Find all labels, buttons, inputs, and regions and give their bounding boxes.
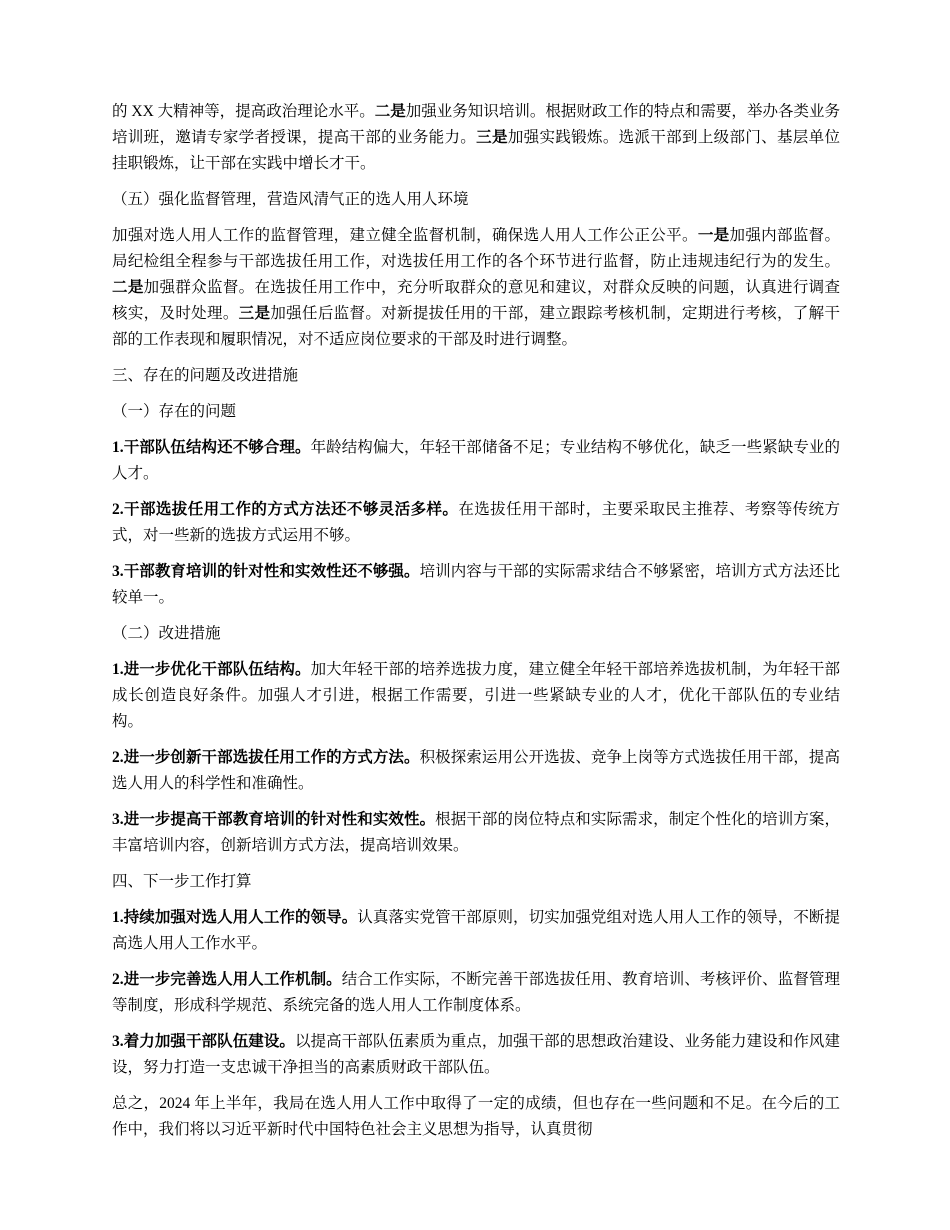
text-run: 加大年轻干部的培养选拔力度，建立健全年轻干部培养选拔机制，为年轻干部成长创造良好条件。加强人才引进，根据工作需要，引进一些紧缺专业的人才，优化干部队伍的专业结构。 [112, 661, 840, 730]
document-body [112, 99, 840, 1143]
text-run: （一）存在的问题 [112, 403, 237, 420]
bold-text-run: 2.进一步创新干部选拔任用工作的方式方法。 [112, 749, 420, 766]
text-run: 培训内容与干部的实际需求结合不够紧密，培训方式方法还比较单一。 [112, 563, 840, 606]
section-heading [112, 869, 840, 895]
text-run: 根据干部的岗位特点和实际需求，制定个性化的培训方案，丰富培训内容，创新培训方式方法，提高培训效果。 [112, 811, 840, 854]
paragraph [112, 745, 840, 797]
paragraph [112, 1091, 840, 1143]
section-heading [112, 621, 840, 647]
bold-text-run: 1.持续加强对选人用人工作的领导。 [112, 909, 358, 926]
text-run: 三、存在的问题及改进措施 [112, 367, 299, 384]
bold-text-run: 2.进一步完善选人用人工作机制。 [112, 971, 342, 988]
bold-text-run: 2.干部选拔任用工作的方式方法还不够灵活多样。 [112, 501, 459, 518]
paragraph [112, 967, 840, 1019]
paragraph [112, 905, 840, 957]
text-run: 加强任后监督。对新提拔任用的干部，建立跟踪考核机制，定期进行考核，了解干部的工作表现和履职情况，对不适应岗位要求的干部及时进行调整。 [112, 305, 840, 348]
bold-text-run: 1.进一步优化干部队伍结构。 [112, 661, 311, 678]
paragraph [112, 657, 840, 735]
bold-text-run: 3.进一步提高干部教育培训的针对性和实效性。 [112, 811, 436, 828]
paragraph [112, 497, 840, 549]
bold-text-run: 3.干部教育培训的针对性和实效性还不够强。 [112, 563, 420, 580]
text-run: 加强内部监督。局纪检组全程参与干部选拔任用工作，对选拔任用工作的各个环节进行监督，防止违规违纪行为的发生。 [112, 227, 840, 270]
text-run: 的 XX 大精神等，提高政治理论水平。 [112, 103, 375, 120]
paragraph [112, 223, 840, 353]
text-run: 加强群众监督。在选拔任用工作中，充分听取群众的意见和建议，对群众反映的问题，认真进行调查核实，及时处理。 [112, 279, 840, 322]
bold-text-run: 二是 [112, 279, 144, 296]
text-run: 总之，2024 年上半年，我局在选人用人工作中取得了一定的成绩，但也存在一些问题和不足。在今后的工作中，我们将以习近平新时代中国特色社会主义思想为指导，认真贯彻 [112, 1095, 840, 1138]
text-run: 积极探索运用公开选拔、竞争上岗等方式选拔任用干部，提高选人用人的科学性和准确性。 [112, 749, 840, 792]
bold-text-run: 三是 [476, 129, 508, 146]
paragraph [112, 807, 840, 859]
text-run: 年龄结构偏大，年轻干部储备不足；专业结构不够优化，缺乏一些紧缺专业的人才。 [112, 439, 840, 482]
text-run: 加强对选人用人工作的监督管理，建立健全监督机制，确保选人用人工作公正公平。 [112, 227, 698, 244]
text-run: 认真落实党管干部原则，切实加强党组对选人用人工作的领导，不断提高选人用人工作水平。 [112, 909, 840, 952]
text-run: 以提高干部队伍素质为重点，加强干部的思想政治建设、业务能力建设和作风建设，努力打造一支忠诚干净担当的高素质财政干部队伍。 [112, 1033, 840, 1076]
text-run: 四、下一步工作打算 [112, 873, 252, 890]
text-run: 在选拔任用干部时，主要采取民主推荐、考察等传统方式，对一些新的选拔方式运用不够。 [112, 501, 840, 544]
paragraph [112, 435, 840, 487]
bold-text-run: 3.着力加强干部队伍建设。 [112, 1033, 295, 1050]
text-run: 加强业务知识培训。根据财政工作的特点和需要，举办各类业务培训班，邀请专家学者授课，提高干部的业务能力。 [112, 103, 840, 146]
text-run: 加强实践锻炼。选派干部到上级部门、基层单位挂职锻炼，让干部在实践中增长才干。 [112, 129, 840, 172]
paragraph [112, 1029, 840, 1081]
section-heading [112, 363, 840, 389]
section-heading [112, 187, 840, 213]
paragraph [112, 99, 840, 177]
bold-text-run: 二是 [374, 103, 406, 120]
bold-text-run: 1.干部队伍结构还不够合理。 [112, 439, 311, 456]
section-heading [112, 399, 840, 425]
text-run: （二）改进措施 [112, 625, 221, 642]
text-run: （五）强化监督管理，营造风清气正的选人用人环境 [112, 191, 469, 208]
bold-text-run: 一是 [697, 227, 730, 244]
paragraph [112, 559, 840, 611]
bold-text-run: 三是 [238, 305, 271, 322]
text-run: 结合工作实际，不断完善干部选拔任用、教育培训、考核评价、监督管理等制度，形成科学规范、系统完备的选人用人工作制度体系。 [112, 971, 840, 1014]
